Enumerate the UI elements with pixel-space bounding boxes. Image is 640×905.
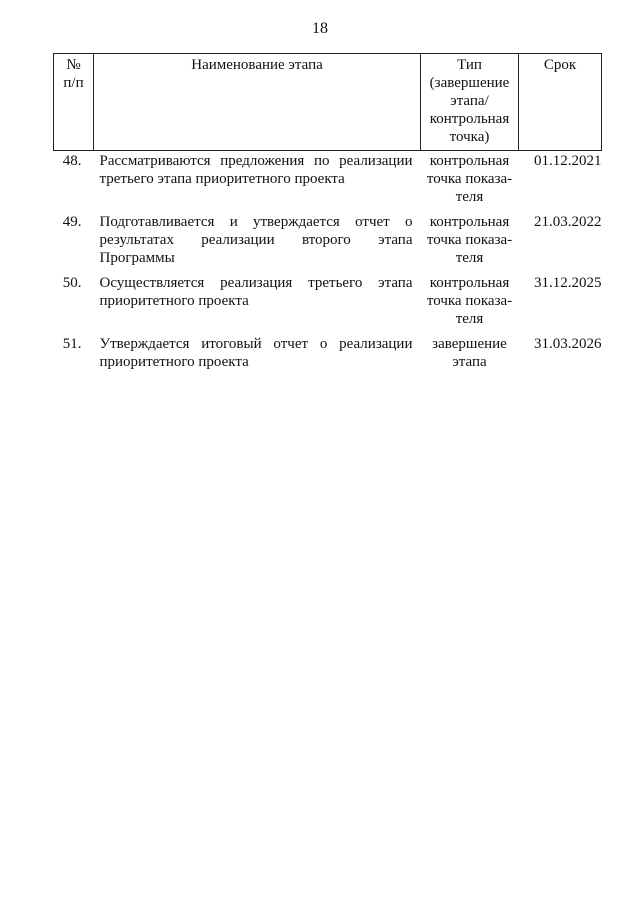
- stages-table-container: [53, 53, 601, 378]
- header-num-text: № п/п: [63, 57, 84, 91]
- header-name: [94, 54, 421, 151]
- row-date: 31.12.2025: [534, 275, 602, 291]
- row-num: 51.: [62, 336, 82, 352]
- table-body: [54, 151, 602, 379]
- row-num: 50.: [62, 275, 82, 291]
- header-type: [421, 54, 519, 151]
- header-row: [54, 54, 602, 151]
- header-num: [54, 54, 94, 151]
- row-type: завершение этапа: [432, 336, 507, 370]
- header-date: [519, 54, 602, 151]
- row-num: 48.: [62, 153, 82, 169]
- table-row: [54, 151, 602, 214]
- row-date: 31.03.2026: [534, 336, 602, 352]
- row-name: Рассматриваются предложения по реализации третьего этапа приоритетного проекта: [99, 153, 413, 187]
- row-num: 49.: [62, 214, 82, 230]
- row-name: Осуществляется реализация третьего этапа приоритетного проекта: [99, 275, 413, 309]
- row-name: Подготавливается и утверждается отчет о результатах реализации второго этапа Программы: [99, 214, 413, 266]
- page-number: 18: [312, 20, 328, 37]
- table-row: [54, 335, 602, 378]
- row-name: Утверждается итоговый отчет о реализации приоритетного проекта: [99, 336, 413, 370]
- row-type: контрольная точка показа- теля: [426, 275, 513, 327]
- row-type: контрольная точка показа- теля: [426, 153, 513, 205]
- row-date: 21.03.2022: [534, 214, 602, 230]
- table-row: [54, 274, 602, 335]
- row-date: 01.12.2021: [534, 153, 602, 169]
- table-row: [54, 213, 602, 274]
- table-header: [54, 54, 602, 151]
- header-date-text: Срок: [543, 57, 577, 73]
- row-type: контрольная точка показа- теля: [426, 214, 513, 266]
- stages-table: [53, 53, 602, 378]
- header-name-text: Наименование этапа: [191, 57, 323, 73]
- header-type-text: Тип (завершение этапа/ контрольная точка): [429, 57, 510, 145]
